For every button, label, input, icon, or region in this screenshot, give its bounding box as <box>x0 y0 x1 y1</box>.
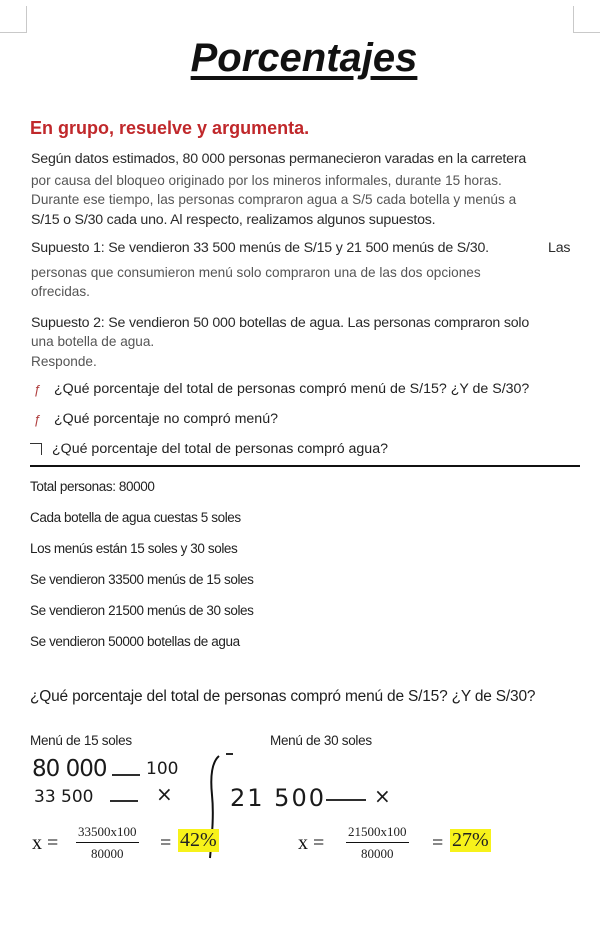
note-water-sold: Se vendieron 50000 botellas de agua <box>30 634 240 649</box>
fraction-30 <box>346 824 409 862</box>
hand-33500: 33 500 <box>34 787 94 807</box>
page-title: Porcentajes <box>190 36 418 80</box>
question-1-text: ¿Qué porcentaje del total de personas compró menú de S/15? ¿Y de S/30? <box>54 381 530 397</box>
result-30-highlight: 27% <box>452 829 489 851</box>
menu-30-label: Menú de 30 soles <box>270 733 372 748</box>
fraction-30-numerator: 21500x100 <box>346 824 409 843</box>
fraction-15-numerator: 33500x100 <box>76 824 139 843</box>
supuesto-1-line-3: ofrecidas. <box>31 284 90 299</box>
note-menu30-sold: Se vendieron 21500 menús de 30 soles <box>30 603 254 618</box>
fraction-15 <box>76 824 139 862</box>
result-15-highlight: 42% <box>180 829 217 851</box>
note-total: Total personas: 80000 <box>30 479 155 494</box>
supuesto-1-line-1-end: Las <box>548 240 571 256</box>
intro-line-3: Durante ese tiempo, las personas compraron agua a S/5 cada botella y menús a <box>31 192 517 207</box>
supuesto-1-line-1: Supuesto 1: Se vendieron 33 500 menús de S/15 y 21 500 menús de S/30. <box>31 240 489 256</box>
bullet-icon: ƒ <box>33 381 41 397</box>
hand-x-1: × <box>156 782 173 806</box>
note-water-price: Cada botella de agua cuestas 5 soles <box>30 510 241 525</box>
bullet-icon: ƒ <box>33 411 41 427</box>
equation-15-equals: = <box>160 832 172 854</box>
intro-line-2: por causa del bloqueo originado por los mineros informales, durante 15 horas. <box>31 173 502 188</box>
supuesto-2-line-2: una botella de agua. <box>31 334 155 349</box>
intro-line-4: S/15 o S/30 cada uno. Al respecto, realizamos algunos supuestos. <box>31 212 436 228</box>
fraction-30-denominator: 80000 <box>361 846 394 861</box>
responde-label: Responde. <box>31 354 97 369</box>
fraction-15-denominator: 80000 <box>91 846 124 861</box>
hand-100: 100 <box>146 759 179 779</box>
supuesto-2-line-1: Supuesto 2: Se vendieron 50 000 botellas de agua. Las personas compraron solo <box>31 315 530 331</box>
note-menu15-sold: Se vendieron 33500 menús de 15 soles <box>30 572 254 587</box>
note-menu-price: Los menús están 15 soles y 30 soles <box>30 541 238 556</box>
hand-21500: 21 500 <box>230 784 326 812</box>
hand-80000: 80 000 <box>32 756 107 782</box>
equation-30-equals: = <box>432 832 444 854</box>
answer-question: ¿Qué porcentaje del total de personas compró menú de S/15? ¿Y de S/30? <box>30 688 536 705</box>
question-3-text: ¿Qué porcentaje del total de personas compró agua? <box>52 441 388 457</box>
hand-x-2: × <box>374 784 391 808</box>
supuesto-1-line-2: personas que consumieron menú solo compraron una de las dos opciones <box>31 265 481 280</box>
equation-15-x: x = <box>32 832 59 854</box>
question-2-text: ¿Qué porcentaje no compró menú? <box>54 411 278 427</box>
menu-15-label: Menú de 15 soles <box>30 733 132 748</box>
equation-30-x: x = <box>298 832 325 854</box>
intro-line-1: Según datos estimados, 80 000 personas permanecieron varadas en la carretera <box>31 151 527 167</box>
section-heading: En grupo, resuelve y argumenta. <box>30 118 310 138</box>
